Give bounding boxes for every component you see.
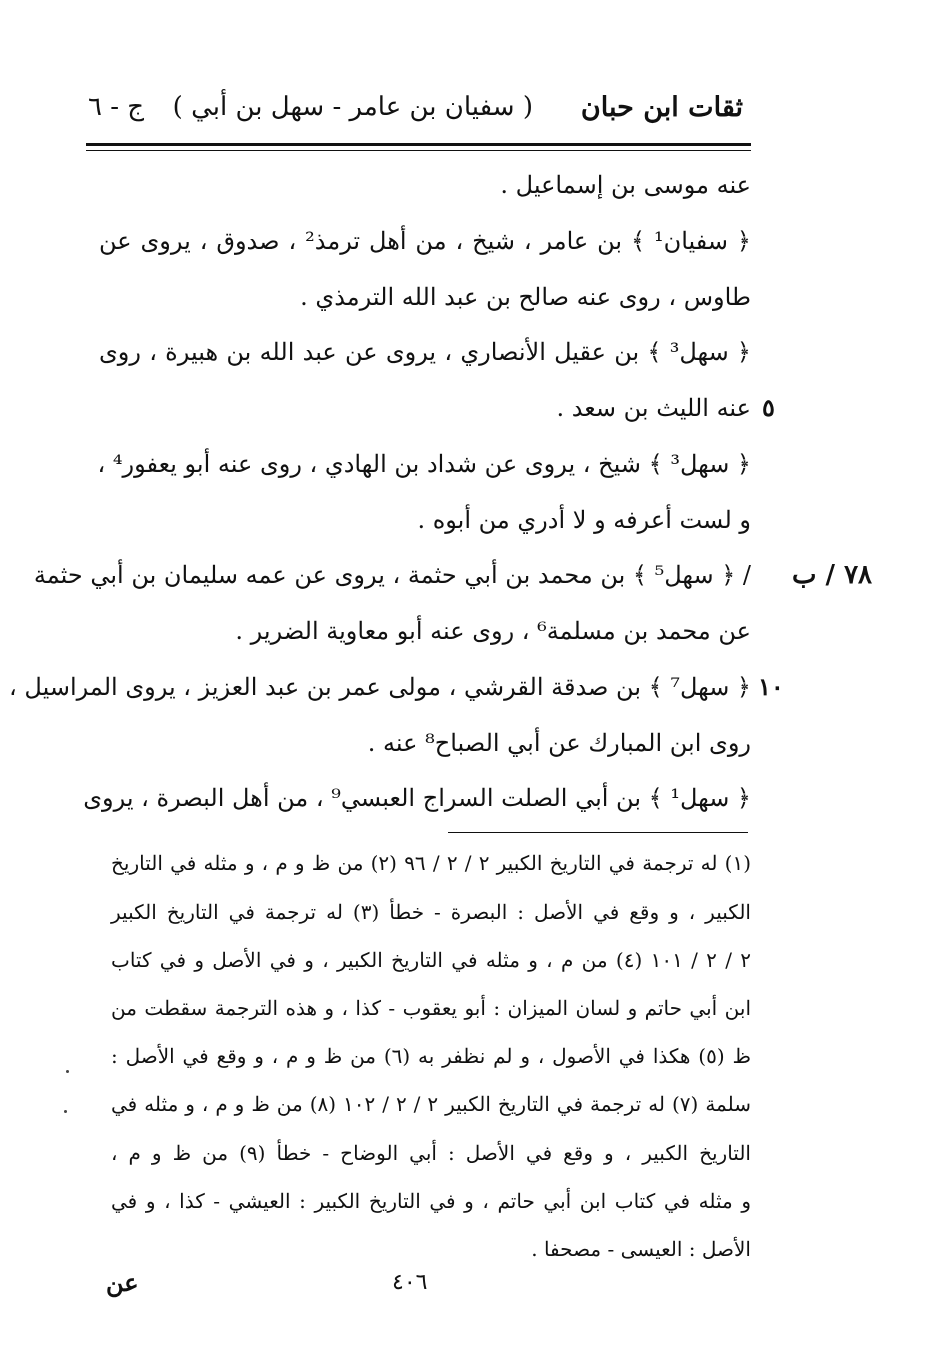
text-line: ﴿ سفيان¹ ﴾ بن عامر ، شيخ ، من أهل ترمذ² ، صدوق ، يروى عن — [99, 227, 751, 255]
text-line: عنه موسى بن إسماعيل . — [500, 171, 751, 199]
text-line: طاوس ، روى عنه صالح بن عبد الله الترمذي . — [300, 283, 751, 311]
text-line: ﴿ سهل⁷ ﴾ بن صدقة القرشي ، مولى عمر بن عبد العزيز ، يروى المراسيل ، — [9, 673, 751, 701]
footnote-line: التاريخ الكبير ، و وقع في الأصل : أبي الوضاح - خطأ (٩) من ظ و م ، — [111, 1141, 751, 1165]
running-subtitle: ( سفيان بن عامر - سهل بن أبي ) — [172, 92, 533, 122]
text-line: و لست أعرفه و لا أدري من أبوه . — [417, 506, 751, 534]
footnote-line: ٢ / ٢ / ١٠١ (٤) من م ، و مثله في التاريخ الكبير ، و في الأصل و في كتاب — [111, 948, 752, 972]
footnote-line: ظ (٥) هكذا في الأصول ، و لم نظفر به (٦) من ظ و م ، و وقع في الأصل : — [111, 1044, 751, 1068]
page-number: ٤٠٦ — [392, 1270, 428, 1295]
text-line: ﴿ سهل³ ﴾ بن عقيل الأنصاري ، يروى عن عبد الله بن هبيرة ، روى — [99, 338, 751, 366]
text-line: عنه الليث بن سعد . — [556, 394, 751, 422]
text-line: روى ابن المبارك عن أبي الصباح⁸ عنه . — [367, 729, 751, 757]
text-line: / ﴿ سهل⁵ ﴾ بن محمد بن أبي حثمة ، يروى عن عمه سليمان بن أبي حثمة — [33, 561, 751, 589]
footnote-line: الكبير ، و وقع في الأصل : البصرة - خطأ (٣) له ترجمة في التاريخ الكبير — [111, 900, 751, 924]
footnote-line: سلمة (٧) له ترجمة في التاريخ الكبير ٢ / ٢ / ١٠٢ (٨) من ظ و م ، و مثله في — [111, 1092, 751, 1116]
text-line: عن محمد بن مسلمة⁶ ، روى عنه أبو معاوية الضرير . — [235, 617, 751, 645]
text-line: ﴿ سهل³ ﴾ شيخ ، يروى عن شداد بن الهادي ، روى عنه أبو يعفور⁴ ، — [97, 450, 751, 478]
scan-speck — [66, 1070, 69, 1073]
footnote-line: و مثله في كتاب ابن أبي حاتم ، و في التاريخ الكبير : العيشي - كذا ، و في — [111, 1189, 751, 1213]
line-number-5: ٥ — [762, 393, 775, 422]
footnote-line: الأصل : العيسى - مصحفا . — [531, 1237, 751, 1261]
margin-folio-note: ٧٨ / ب — [792, 560, 873, 590]
scan-speck — [64, 1110, 67, 1113]
running-title: ثقات ابن حبان — [580, 92, 743, 123]
volume-label: ج - ٦ — [88, 92, 145, 122]
footnote-line: (١) له ترجمة في التاريخ الكبير ٢ / ٢ / ٩٦ (٢) من ظ و م ، و مثله في التاريخ — [111, 851, 752, 875]
footnote-line: ابن أبي حاتم و لسان الميزان : أبو يعقوب - كذا ، و هذه الترجمة سقطت من — [111, 996, 751, 1020]
text-line: ﴿ سهل¹ ﴾ بن أبي الصلت السراج العبسي⁹ ، من أهل البصرة ، يروى — [83, 784, 751, 812]
footnote-rule — [448, 832, 748, 833]
header-rule-thin — [86, 150, 751, 151]
line-number-10: ١٠ — [758, 672, 784, 701]
catchword: عن — [106, 1268, 139, 1297]
header-rule — [86, 143, 751, 146]
